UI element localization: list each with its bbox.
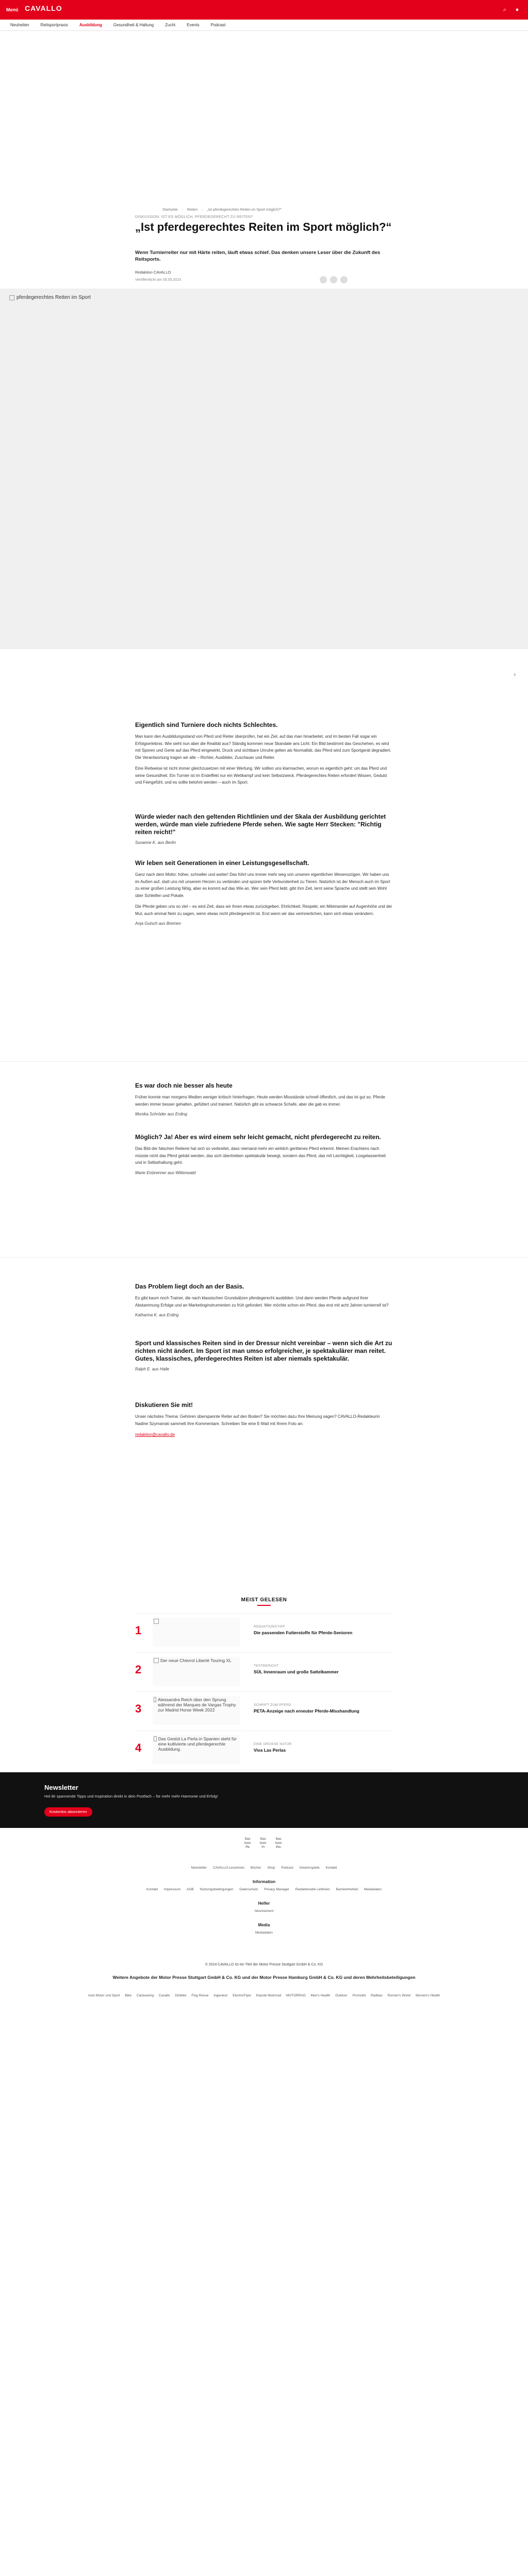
footer-copyright: © 2024 CAVALLO ist ein Titel der Motor Presse Stuttgart GmbH & Co. KG xyxy=(205,1963,323,1967)
footer-link[interactable]: AGB xyxy=(186,1888,194,1891)
hero-image-alt-text: pferdegerechtes Reiten im Sport xyxy=(16,295,91,300)
brand-link[interactable]: Men's Health xyxy=(310,1994,331,1997)
most-read-kicker: SCHRIFT ZUM PFERD xyxy=(254,1703,291,1707)
breadcrumb-item-current: „Ist pferdegerechtes Reiten im Sport möglich?“ xyxy=(207,208,282,212)
article-section xyxy=(135,1082,393,1122)
section-title: Das Problem liegt doch an der Basis. xyxy=(135,1283,244,1290)
content-divider xyxy=(0,1257,528,1258)
most-read-title-link[interactable]: SÜL Innenraum und große Sattelkammer xyxy=(254,1669,339,1674)
most-read-item[interactable] xyxy=(135,1652,393,1691)
nav-item-neuheiten[interactable]: Neuheiten xyxy=(10,23,29,27)
footer-link[interactable]: CAVALLO-Leserkreis xyxy=(212,1866,245,1870)
footer-link[interactable]: Newsletter xyxy=(191,1866,207,1870)
hero-image[interactable] xyxy=(0,289,528,649)
menu-button[interactable]: Menü xyxy=(6,7,19,12)
brand-link[interactable]: Women's Health xyxy=(415,1994,440,1997)
footer-link[interactable]: Redaktionelle Leitlinien xyxy=(295,1888,330,1891)
most-read-image-alt: Das Gestüt La Perla in Spanien steht für eine kultivierte und pferdegerechte Ausbildung. xyxy=(158,1736,237,1752)
article-author[interactable]: Redaktion CAVALLO xyxy=(135,270,171,275)
section-paragraph: Man kann den Ausbildungsstand von Pferd und Reiter überprüfen, hat ein Ziel, auf das man hinarbeitet, und im besten Fall sogar ein Erfolgserlebnis. Wie sieht nun aber die Realität aus? Ständig kommen neue Skandale ans Licht: Ein Bild bestimmt das Geschehen, es wird mit Sporen und Gerte auf das Pferd eingewirkt, Druck und sichtbare Unruhe gelten als Normalität, das Pferd wird zum Sportgerät degradiert. Die Verantwortung tragen wir alle – Richter, Ausbilder, Zuschauer und Reiter. xyxy=(135,734,391,760)
broken-image-icon xyxy=(9,295,14,300)
gallery-next-icon[interactable]: › xyxy=(514,672,516,677)
footer-link[interactable]: Mediadaten xyxy=(364,1888,382,1891)
article-section xyxy=(135,721,393,790)
article-date: Veröffentlicht am 05.05.2023 xyxy=(135,278,181,282)
social-links xyxy=(242,1837,284,1855)
hero-image-alt xyxy=(9,295,91,300)
most-read-image[interactable] xyxy=(153,1657,240,1686)
section-paragraph: Ganz nach dem Motto: höher, schneller und weiter! Das führt uns immer mehr weg von unseren eigentlichen Wesenszügen. Wir haben uns im Außen auf, statt uns mit unserem Herzen zu verbinden und spüren tiefe Verbundenheit zu Tieren. Natürlich ist der Mensch auch im Sport zu einer großen Leistung fähig, aber es kommt auf das Wie an. Wer sein Pferd liebt, gibt ihm Zeit, lernt seine Sprache und stellt sein Wohl über Schleifen und Pokale. xyxy=(135,872,390,898)
most-read-image[interactable] xyxy=(153,1618,240,1647)
share-facebook-icon[interactable] xyxy=(320,276,327,283)
broken-image-icon xyxy=(154,1736,157,1741)
brand-link[interactable]: Radbau xyxy=(370,1994,383,1997)
search-icon[interactable]: ⌕ xyxy=(503,7,507,13)
content-divider xyxy=(0,1061,528,1062)
header-icons xyxy=(501,6,521,13)
newsletter-subscribe-button[interactable]: Kostenlos abonnieren xyxy=(44,1807,92,1817)
user-icon[interactable]: ● xyxy=(515,7,519,13)
most-read-kicker: REDAKTIONSTIPP xyxy=(254,1625,285,1629)
footer-links-info xyxy=(0,1888,528,1891)
section-paragraph: Unser nächstes Thema: Gehören überspannte Reiter auf den Boden? Sie möchten dazu Ihre Meinung sagen? CAVALLO-Redakteurin Nadine Szymanski sammelt Ihre Kommentare. Schreiben Sie eine E-Mail mit Ihrem Foto an: xyxy=(135,1414,380,1426)
article-section xyxy=(135,1133,393,1180)
newsletter-banner xyxy=(0,1772,528,1828)
section-paragraph: Die Pferde geben uns so viel – es wird Zeit, dass wir ihnen etwas zurückgeben. Ehrlichkeit, Respekt, ein Miteinander auf Augenhöhe und der Mut, auch einmal Nein zu sagen, wenn etwas nicht pferdegerecht ist. Erst wenn wir das verinnerlichen, kann sich etwas verändern. xyxy=(135,904,392,916)
most-read-title-link[interactable]: PETA-Anzeige nach erneuter Pferde-Misshandlung xyxy=(254,1708,359,1714)
footer-link[interactable]: Barrierefreiheit xyxy=(336,1888,358,1891)
footer-link[interactable]: Nutzungsbedingungen xyxy=(200,1888,234,1891)
brand-link[interactable]: Promobil xyxy=(352,1994,366,1997)
section-title: Sport und klassisches Reiten sind in der Dressur nicht vereinbar – wenn sich die Art zu richten nicht ändert. Im Sport ist man umso erfolgreicher, je spektakulärer man reitet. Gutes, klassisches, pferdegerechtes Reiten ist aber niemals spektakulär. xyxy=(135,1340,392,1362)
nav-item-zucht[interactable]: Zucht xyxy=(165,23,176,27)
nav-item-podcast[interactable]: Podcast xyxy=(210,23,226,27)
nav-item-gesundheit[interactable]: Gesundheit & Haltung xyxy=(113,23,154,27)
brand-link[interactable]: Runner's World xyxy=(387,1994,411,1997)
most-read-image[interactable] xyxy=(153,1696,240,1725)
footer-link[interactable]: Bücher xyxy=(250,1866,261,1870)
most-read-image-alt: Alessandra Reich über den Sprung während der Marques de Vargas Trophy zur Madrid Horse Week 2022 xyxy=(158,1697,236,1713)
section-title: Wir leben seit Generationen in einer Leistungsgesellschaft. xyxy=(135,859,309,867)
most-read-image[interactable] xyxy=(153,1735,240,1764)
brand-link[interactable]: Klassik Motorrad xyxy=(256,1994,282,1997)
reader-signature: Anja Gutsch aus Bremen xyxy=(135,921,181,926)
most-read-title-link[interactable]: Viva Las Perlas xyxy=(254,1748,286,1753)
newsletter-text: Hol dir spannende Tipps und Inspiration direkt in dein Postfach – für mehr mehr Harmonie und Erfolg! xyxy=(44,1794,218,1799)
footer-publisher: Weitere Angebote der Motor Presse Stuttgart GmbH & Co. KG und der Motor Presse Hamburg GmbH & Co. KG und deren Mehrheitsbeteiligungen xyxy=(112,1975,416,1980)
breadcrumb xyxy=(162,208,282,212)
most-read-title: MEIST GELESEN xyxy=(241,1597,287,1603)
footer-link[interactable]: Kontakt xyxy=(325,1866,337,1870)
footer-link[interactable]: Podcast xyxy=(281,1866,293,1870)
article-section xyxy=(135,1340,393,1377)
most-read-item[interactable] xyxy=(135,1731,393,1770)
section-title: Es war doch nie besser als heute xyxy=(135,1082,233,1089)
article-kicker: DISKUSSION: IST ES MÖGLICH, PFERDEGERECHT ZU REITEN? xyxy=(135,215,253,219)
nav-item-events[interactable]: Events xyxy=(187,23,200,27)
most-read-underline xyxy=(257,1605,271,1606)
newsletter-title: Newsletter xyxy=(44,1784,78,1791)
most-read-kicker: TESTBERICHT xyxy=(254,1664,279,1668)
reader-signature: Susanne K. aus Berlin xyxy=(135,840,176,845)
main-nav xyxy=(0,20,528,31)
brand-link[interactable]: Ingenieur xyxy=(213,1994,228,1997)
article-headline: „Ist pferdegerechtes Reiten im Sport möglich?“ xyxy=(135,221,392,233)
contact-email-link[interactable]: redaktion@cavallo.de xyxy=(135,1432,175,1437)
nav-item-reitsportpraxis[interactable]: Reitsportpraxis xyxy=(40,23,68,27)
reader-signature: Katharina K. aus Erding xyxy=(135,1313,179,1317)
footer-link[interactable]: Shop xyxy=(267,1866,275,1870)
brand-link[interactable]: Dirtbike xyxy=(175,1994,187,1997)
section-title: Würde wieder nach den geltenden Richtlinien und der Skala der Ausbildung gerichtet werden, würde man viele zufriedene Pferde sehen. Wie sagte Herr Stecken: "Richtig reiten reicht!" xyxy=(135,813,386,836)
footer-link[interactable]: Gewinnspiele xyxy=(299,1866,320,1870)
brand-link[interactable]: ElectricFlyer xyxy=(233,1994,251,1997)
pinterest-icon[interactable]: Soc Icon Pin xyxy=(275,1837,282,1849)
breadcrumb-separator-icon: › xyxy=(182,208,183,212)
footer-link[interactable]: Datenschutz xyxy=(239,1888,258,1891)
most-read-item[interactable] xyxy=(135,1613,393,1652)
reader-signature: Ralph E. aus Halle xyxy=(135,1367,170,1371)
reader-signature: Marie Eisbrenner aus Wittenwald xyxy=(135,1170,196,1175)
breadcrumb-separator-icon: › xyxy=(202,208,203,212)
breadcrumb-item-home[interactable]: Startseite xyxy=(162,208,178,212)
facebook-icon[interactable]: Soc Icon Fb xyxy=(244,1837,251,1849)
footer-link[interactable]: Privacy Manager xyxy=(264,1888,290,1891)
most-read-image-alt: Der neue Chevrol Liberté Touring XL xyxy=(160,1658,232,1663)
share-bar xyxy=(320,276,348,283)
footer-brand-links xyxy=(15,1993,513,1999)
most-read-rank: 4 xyxy=(135,1741,142,1754)
footer-link[interactable]: Kontakt xyxy=(146,1888,158,1891)
footer-media-link[interactable]: Mediadaten xyxy=(255,1931,273,1935)
section-paragraph: Das Bild der falschen Reiterei hat sich so verbreitet, dass niemand mehr ein wirklich gerittenes Pferd erkennt. Meinen Erachtens nach müsste nicht das Pferd gelobt werden, das sich übertrieben spektakulär bewegt, sondern das Pferd, das mit Leichtigkeit, Losgelassenheit und in Selbsthaltung geht. xyxy=(135,1146,386,1165)
brand-link[interactable]: Caravaning xyxy=(136,1994,154,1997)
share-mail-icon[interactable] xyxy=(340,276,348,283)
footer-links-top xyxy=(0,1866,528,1870)
reader-signature: Monika Schröder aus Erding xyxy=(135,1112,187,1116)
most-read-rank: 1 xyxy=(135,1624,142,1637)
section-title: Diskutieren Sie mit! xyxy=(135,1401,193,1409)
youtube-icon[interactable]: Soc Icon Yt xyxy=(259,1837,267,1849)
section-title: Eigentlich sind Turniere doch nichts Schlechtes. xyxy=(135,721,278,728)
footer-media-title: Media xyxy=(258,1923,270,1927)
brand-link[interactable]: Bike xyxy=(125,1994,132,1997)
article-section xyxy=(135,859,393,931)
brand-link[interactable]: Cavallo xyxy=(158,1994,170,1997)
most-read-kicker: EINE GROSSE NATUR xyxy=(254,1742,292,1746)
section-title: Möglich? Ja! Aber es wird einem sehr leicht gemacht, nicht pferdegerecht zu reiten. xyxy=(135,1133,381,1141)
brand-link[interactable]: Auto Motor und Sport xyxy=(88,1994,120,1997)
top-header xyxy=(0,0,528,20)
ad-space-top xyxy=(0,32,528,187)
footer-helpers-link[interactable]: Abonnement xyxy=(254,1909,274,1913)
brand-link[interactable]: MOTORRAD xyxy=(286,1994,306,1997)
section-paragraph: Früher konnte man morgens Medien weniger kritisch hinterfragen. Heute werden Missstände schnell öffentlich, und das ist gut so. Pferde werden immer besser gehalten, gefüttert und trainiert. Natürlich gibt es schwarze Schafe, aber die gab es immer. xyxy=(135,1095,385,1107)
share-pinterest-icon[interactable] xyxy=(330,276,337,283)
article-section xyxy=(135,1283,393,1323)
breadcrumb-item-section[interactable]: Reiten xyxy=(187,208,198,212)
footer-info-title: Information xyxy=(253,1879,275,1884)
article-section xyxy=(135,813,393,850)
most-read-item[interactable] xyxy=(135,1691,393,1731)
article-section xyxy=(135,1401,393,1443)
most-read-rank: 2 xyxy=(135,1663,142,1676)
brand-link[interactable]: Flug Revue xyxy=(191,1994,209,1997)
logo-text: CAVALLO xyxy=(25,4,62,12)
broken-image-icon xyxy=(154,1619,159,1624)
site-logo[interactable] xyxy=(25,4,82,15)
section-paragraph: Es gibt kaum noch Trainer, die nach klassischen Grundsätzen pferdegerecht ausbilden. Und dann werden Pferde aufgrund ihrer Abstammung Erfolge und an Marketinginstrumenten zu früh gefordert. Wer möchte schon ein Pferd, das erst mit acht Jahren turnierreif ist? xyxy=(135,1296,389,1308)
broken-image-icon xyxy=(154,1658,159,1663)
nav-item-ausbildung[interactable]: Ausbildung xyxy=(79,23,102,27)
section-paragraph: Eine Reitweise ist nicht immer gleichzusetzen mit einer Wertung. Wir sollten uns klarmachen, worum es eigentlich geht: um das Pferd und seine Gesundheit. Ein Turnier ist im Endeffekt nur ein Wettkampf und kein Selbstzweck. Pferdegerechtes Reiten erfordert Wissen, Geduld und Feingefühl, und es sollte belohnt werden – auch im Sport. xyxy=(135,766,387,785)
most-read-rank: 3 xyxy=(135,1702,142,1715)
most-read-title-link[interactable]: Die passenden Futterstoffe für Pferde-Senioren xyxy=(254,1630,353,1635)
footer-helpers-title: Helfer xyxy=(258,1901,270,1906)
broken-image-icon xyxy=(154,1697,156,1702)
brand-link[interactable]: Outdoor xyxy=(335,1994,348,1997)
article-teaser: Wenn Turnierreiter nur mit Härte reiten, läuft etwas schief. Das denken unsere Leser über die Zukunft des Reitsports. xyxy=(135,250,381,262)
footer-link[interactable]: Impressum xyxy=(163,1888,181,1891)
